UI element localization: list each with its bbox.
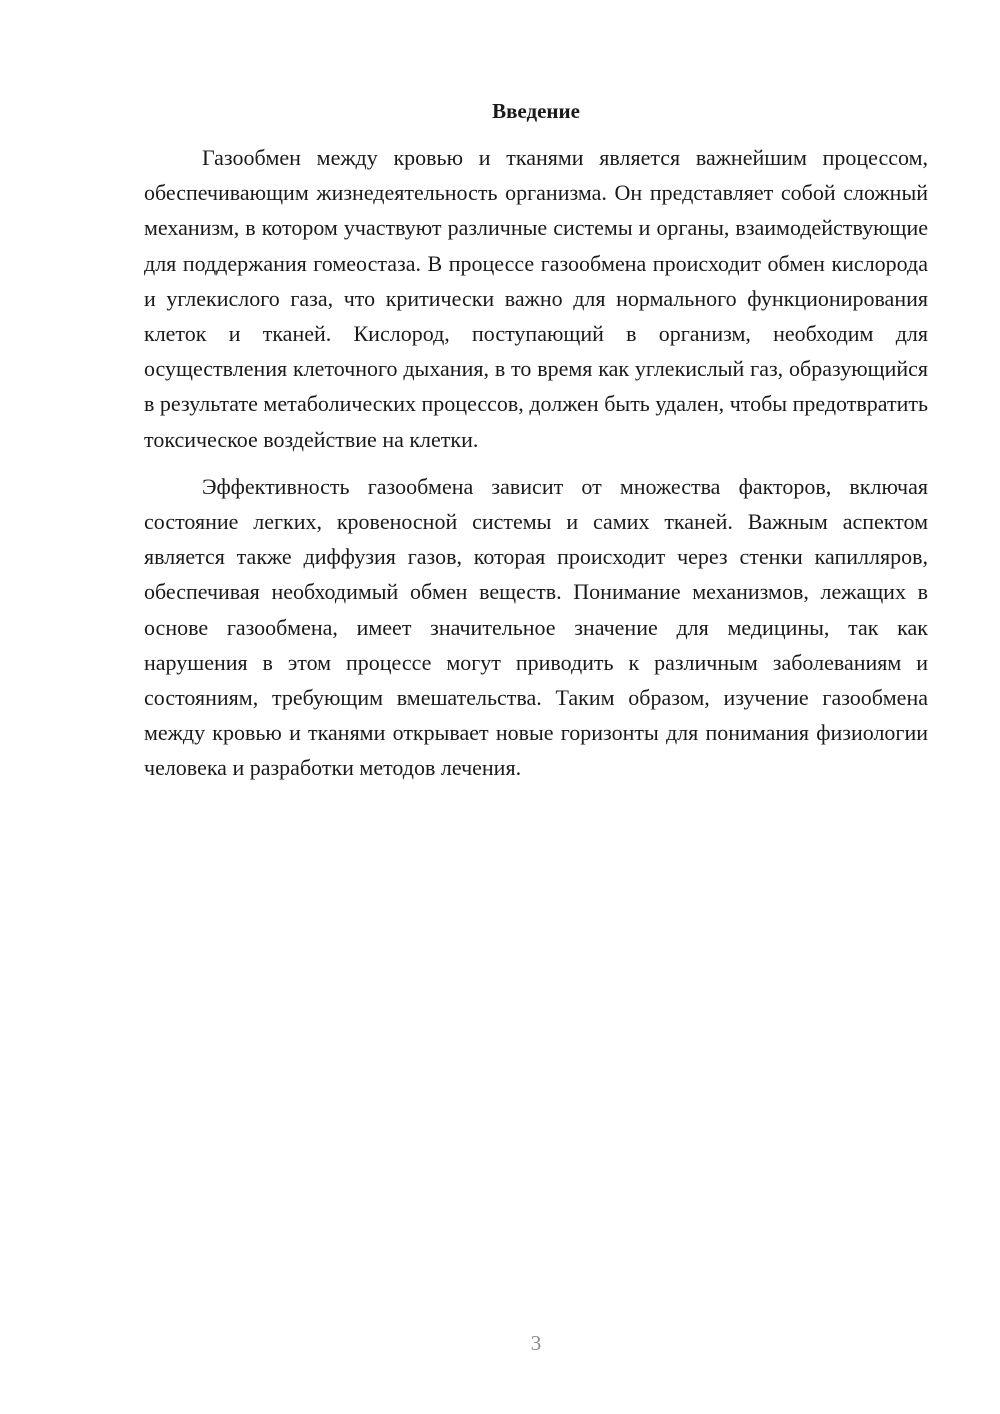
paragraph-1: Газообмен между кровью и тканями является важнейшим процессом, обеспечивающим жизнедеятельность организма. Он представляет собой сложный механизм, в котором участвуют различные системы и органы, взаимодействующие для поддержания гомеостаза. В процессе газообмена происходит обмен кислорода и углекислого газа, что критически важно для нормального функционирования клеток и тканей. Кислород, поступающий в организм, необходим для осуществления клеточного дыхания, в то время как углекислый газ, образующийся в результате метаболических процессов, должен быть удален, чтобы предотвратить токсическое воздействие на клетки. — [144, 145, 928, 452]
paragraph-2: Эффективность газообмена зависит от множества факторов, включая состояние легких, кровеносной системы и самих тканей. Важным аспектом является также диффузия газов, которая происходит через стенки капилляров, обеспечивая необходимый обмен веществ. Понимание механизмов, лежащих в основе газообмена, имеет значительное значение для медицины, так как нарушения в этом процессе могут приводить к различным заболеваниям и состояниям, требующим вмешательства. Таким образом, изучение газообмена между кровью и тканями открывает новые горизонты для понимания физиологии человека и разработки методов лечения. — [144, 473, 928, 781]
page-content — [144, 96, 928, 798]
page-number: 3 — [530, 1331, 542, 1355]
section-heading: Введение — [492, 99, 580, 123]
